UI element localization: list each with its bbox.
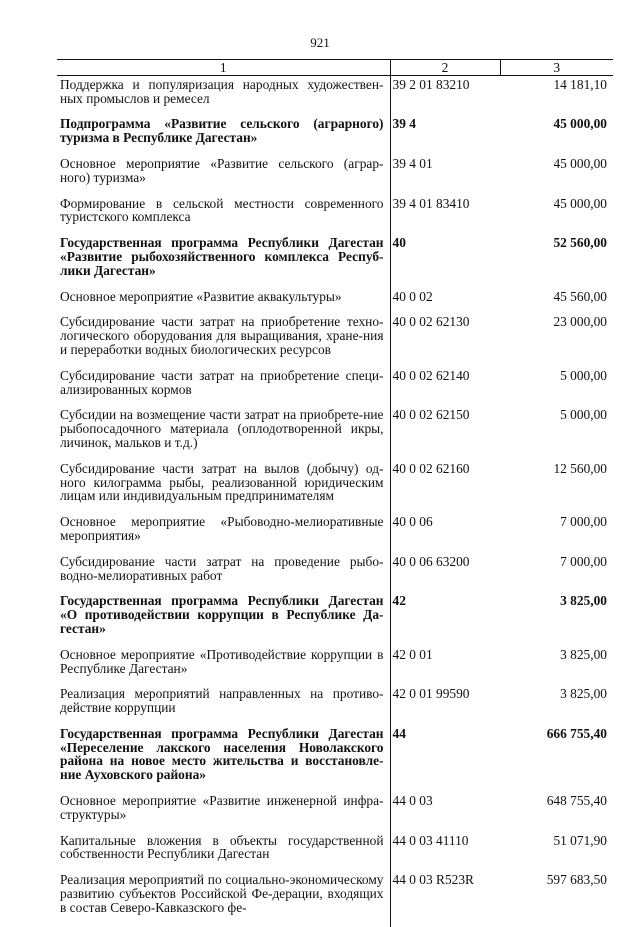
table-row	[57, 555, 613, 595]
row-name: Основное мероприятие «Развитие инженерной инфра-структуры»	[60, 793, 384, 822]
row-amount: 51 071,90	[553, 832, 607, 848]
table-row	[57, 369, 613, 409]
row-amount: 23 000,00	[553, 314, 607, 330]
table-row	[57, 315, 613, 368]
row-name: Государственная программа Республики Дагестан «Переселение лакского населения Новолакского района на новое место жительства и восстановле-ние Ауховского района»	[60, 725, 384, 783]
row-name: Основное мероприятие «Рыбоводно-мелиоративные мероприятия»	[60, 514, 384, 543]
row-name: Поддержка и популяризация народных художествен-ных промыслов и ремесел	[60, 76, 384, 106]
table-row	[57, 462, 613, 515]
row-code: 40 0 06	[390, 515, 500, 555]
table-row	[57, 834, 613, 874]
row-amount: 5 000,00	[560, 367, 607, 383]
row-amount: 648 755,40	[546, 793, 607, 809]
row-amount: 45 000,00	[553, 155, 607, 171]
row-name: Подпрограмма «Развитие сельского (аграрного) туризма в Республике Дагестан»	[60, 116, 384, 146]
row-code: 40 0 02 62150	[390, 408, 500, 461]
row-amount: 12 560,00	[553, 460, 607, 476]
row-code: 39 2 01 83210	[390, 75, 500, 117]
table-body	[57, 75, 613, 926]
table-row	[57, 794, 613, 834]
row-amount: 7 000,00	[560, 514, 607, 530]
table-row	[57, 197, 613, 237]
row-code: 40 0 02 62160	[390, 462, 500, 515]
table-row	[57, 236, 613, 289]
table-row	[57, 75, 613, 117]
row-code: 39 4 01 83410	[390, 197, 500, 237]
row-amount: 3 825,00	[560, 686, 607, 702]
table-header-row	[57, 60, 613, 76]
row-amount: 45 000,00	[553, 116, 607, 132]
row-code: 40 0 02 62130	[390, 315, 500, 368]
row-code: 40	[390, 236, 500, 289]
row-code: 40 0 06 63200	[390, 555, 500, 595]
row-amount: 597 683,50	[546, 872, 607, 888]
row-code: 40 0 02	[390, 290, 500, 316]
row-name: Субсидирование части затрат на приобретение специ-ализированных кормов	[60, 367, 384, 397]
row-name: Основное мероприятие «Развитие аквакультуры»	[60, 288, 342, 304]
row-code: 44	[390, 727, 500, 794]
row-name: Государственная программа Республики Дагестан «Развитие рыбохозяйственного комплекса Респуб-лики Дагестан»	[60, 235, 384, 278]
row-amount: 666 755,40	[546, 725, 607, 741]
table-row	[57, 727, 613, 794]
row-code: 44 0 03 R523R	[390, 873, 500, 926]
row-code: 39 4 01	[390, 157, 500, 197]
column-header-3: 3	[500, 60, 613, 76]
table-row	[57, 408, 613, 461]
row-name: Субсидирование части затрат на приобретение техно-логического оборудования для выращивания, хране-ния и переработки водных биологических ресурсов	[60, 314, 384, 357]
table-row	[57, 687, 613, 727]
row-name: Субсидирование части затрат на проведение рыбо-водно-мелиоративных работ	[60, 553, 384, 583]
table-row	[57, 290, 613, 316]
table-row	[57, 594, 613, 647]
row-code: 42 0 01 99590	[390, 687, 500, 727]
row-code: 40 0 02 62140	[390, 369, 500, 409]
row-name: Формирование в сельской местности современного туристского комплекса	[60, 195, 384, 225]
row-amount: 5 000,00	[560, 407, 607, 423]
row-code: 39 4	[390, 117, 500, 157]
row-name: Основное мероприятие «Развитие сельского (аграр-ного) туризма»	[60, 155, 384, 185]
row-amount: 3 825,00	[560, 593, 607, 609]
row-code: 44 0 03 41110	[390, 834, 500, 874]
table-row	[57, 157, 613, 197]
row-name: Основное мероприятие «Противодействие коррупции в Республике Дагестан»	[60, 646, 384, 676]
row-name: Субсидирование части затрат на вылов (добычу) од-ного килограмма рыбы, реализованной юридическим лицам или индивидуальным предпринимателям	[60, 460, 384, 504]
row-amount: 45 000,00	[553, 195, 607, 211]
table-row	[57, 873, 613, 926]
row-code: 44 0 03	[390, 794, 500, 834]
row-name: Реализация мероприятий по социально-экономическому развитию субъектов Российской Фе-дерации, входящих в состав Северо-Кавказского фе-	[60, 872, 384, 915]
row-name: Государственная программа Республики Дагестан «О противодействии коррупции в Республике Да-гестан»	[60, 593, 384, 636]
column-header-1: 1	[57, 60, 390, 76]
row-amount: 45 560,00	[553, 288, 607, 304]
table-row	[57, 117, 613, 157]
column-header-2: 2	[390, 60, 500, 76]
budget-table	[57, 59, 613, 927]
row-code: 42 0 01	[390, 648, 500, 688]
row-amount: 7 000,00	[560, 553, 607, 569]
row-amount: 52 560,00	[553, 235, 607, 251]
row-name: Субсидии на возмещение части затрат на приобрете-ние рыбопосадочного материала (оплодотворенной икры, личинок, мальков и т.д.)	[60, 407, 384, 450]
table-row	[57, 648, 613, 688]
table-row	[57, 515, 613, 555]
page-number: 921	[310, 35, 330, 50]
row-name: Капитальные вложения в объекты государственной собственности Республики Дагестан	[60, 832, 384, 862]
row-amount: 14 181,10	[553, 76, 607, 92]
row-code: 42	[390, 594, 500, 647]
row-name: Реализация мероприятий направленных на противо-действие коррупции	[60, 686, 384, 716]
row-amount: 3 825,00	[560, 646, 607, 662]
